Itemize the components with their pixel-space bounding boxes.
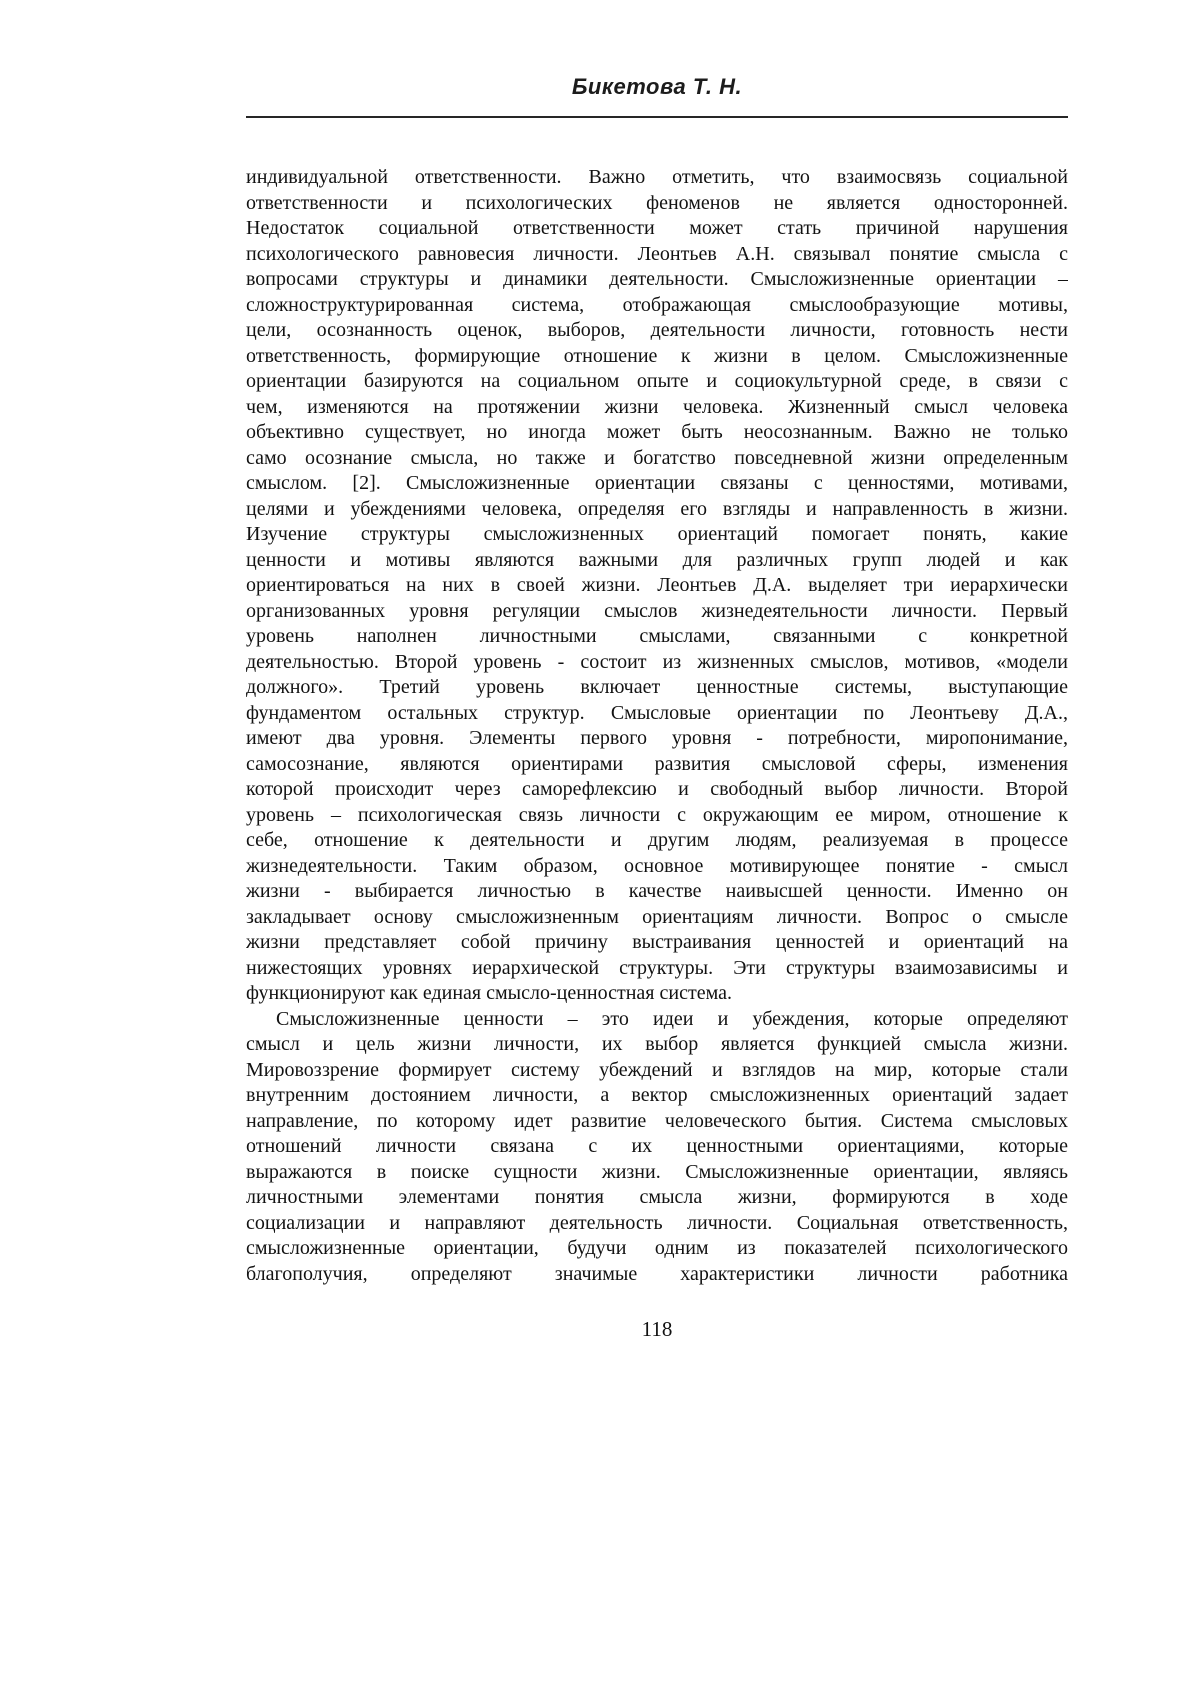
text-line: фундаментом остальных структур. Смысловые ориентации по Леонтьеву Д.А., — [246, 701, 1068, 724]
text-line: организованных уровня регуляции смыслов жизнедеятельности личности. Первый — [246, 599, 1068, 622]
text-line: объективно существует, но иногда может быть неосознанным. Важно не только — [246, 421, 1068, 443]
text-line: закладывает основу смысложизненным ориентациям личности. Вопрос о смысле — [246, 905, 1068, 928]
text-line: целями и убеждениями человека, определяя его взгляды и направленность в жизни. — [246, 497, 1068, 520]
text-line: жизни - выбирается личностью в качестве наивысшей ценности. Именно он — [246, 880, 1068, 902]
text-line: вопросами структуры и динамики деятельности. Смысложизненные ориентации – — [246, 268, 1068, 290]
text-line: психологического равновесия личности. Леонтьев А.Н. связывал понятие смысла с — [246, 242, 1068, 265]
text-line: смысложизненные ориентации, будучи одним из показателей психологического — [246, 1237, 1068, 1259]
text-line: само осознание смысла, но также и богатство повседневной жизни определенным — [246, 446, 1068, 469]
paragraph — [246, 165, 1068, 1007]
text-line: внутренним достоянием личности, а вектор смысложизненных ориентаций задает — [246, 1084, 1068, 1106]
text-line: себе, отношение к деятельности и другим людям, реализуемая в процессе — [246, 829, 1068, 851]
text-line: ориентироваться на них в своей жизни. Леонтьев Д.А. выделяет три иерархически — [246, 574, 1068, 596]
text-line: должного». Третий уровень включает ценностные системы, выступающие — [246, 676, 1068, 698]
article-text — [246, 165, 1068, 1287]
text-line: благополучия, определяют значимые характеристики личности работника — [246, 1262, 1068, 1285]
text-line: Изучение структуры смысложизненных ориентаций помогает понять, какие — [246, 523, 1068, 545]
text-line: Смысложизненные ценности – это идеи и убеждения, которые определяют — [276, 1007, 1068, 1030]
paragraph — [246, 1007, 1068, 1288]
text-line: имеют два уровня. Элементы первого уровня - потребности, миропонимание, — [246, 727, 1068, 749]
text-line: которой происходит через саморефлексию и свободный выбор личности. Второй — [246, 778, 1068, 800]
author-heading: Бикетова Т. Н. — [571, 74, 743, 99]
text-line: выражаются в поиске сущности жизни. Смысложизненные ориентации, являясь — [246, 1160, 1068, 1183]
text-line: уровень – психологическая связь личности с окружающим ее миром, отношение к — [246, 803, 1068, 826]
page-content — [246, 0, 1068, 1342]
text-line: деятельностью. Второй уровень - состоит из жизненных смыслов, мотивов, «модели — [246, 650, 1068, 673]
page-number: 118 — [641, 1317, 673, 1341]
text-line: чем, изменяются на протяжении жизни человека. Жизненный смысл человека — [246, 395, 1068, 418]
text-line: социализации и направляют деятельность личности. Социальная ответственность, — [246, 1211, 1068, 1234]
text-line: сложноструктурированная система, отображающая смыслообразующие мотивы, — [246, 293, 1068, 316]
text-line: цели, осознанность оценок, выборов, деятельности личности, готовность нести — [246, 319, 1068, 341]
text-line: жизни представляет собой причину выстраивания ценностей и ориентаций на — [246, 931, 1068, 953]
text-line: самосознание, являются ориентирами развития смысловой сферы, изменения — [246, 752, 1068, 775]
text-line: Недостаток социальной ответственности может стать причиной нарушения — [246, 217, 1068, 239]
text-line: направление, по которому идет развитие человеческого бытия. Система смысловых — [246, 1109, 1068, 1132]
text-line: Мировоззрение формирует систему убеждений и взглядов на мир, которые стали — [246, 1058, 1068, 1081]
text-line: отношений личности связана с их ценностными ориентациями, которые — [246, 1135, 1068, 1157]
text-line: уровень наполнен личностными смыслами, связанными с конкретной — [246, 625, 1068, 647]
text-line: ценности и мотивы являются важными для различных групп людей и как — [246, 548, 1068, 571]
text-line: смыслом. [2]. Смысложизненные ориентации связаны с ценностями, мотивами, — [246, 472, 1068, 494]
text-line: ориентации базируются на социальном опыте и социокультурной среде, в связи с — [246, 370, 1068, 392]
text-line: смысл и цель жизни личности, их выбор является функцией смысла жизни. — [246, 1033, 1068, 1055]
text-line: нижестоящих уровнях иерархической структуры. Эти структуры взаимозависимы и — [246, 956, 1068, 979]
text-line: личностными элементами понятия смысла жизни, формируются в ходе — [246, 1186, 1068, 1208]
text-line: индивидуальной ответственности. Важно отметить, что взаимосвязь социальной — [246, 166, 1068, 188]
text-line: функционируют как единая смысло-ценностная система. — [246, 982, 732, 1004]
header-rule — [246, 116, 1068, 118]
text-line: ответственности и психологических феноменов не является односторонней. — [246, 191, 1068, 214]
text-line: жизнедеятельности. Таким образом, основное мотивирующее понятие - смысл — [246, 854, 1068, 877]
text-line: ответственность, формирующие отношение к жизни в целом. Смысложизненные — [246, 344, 1068, 367]
